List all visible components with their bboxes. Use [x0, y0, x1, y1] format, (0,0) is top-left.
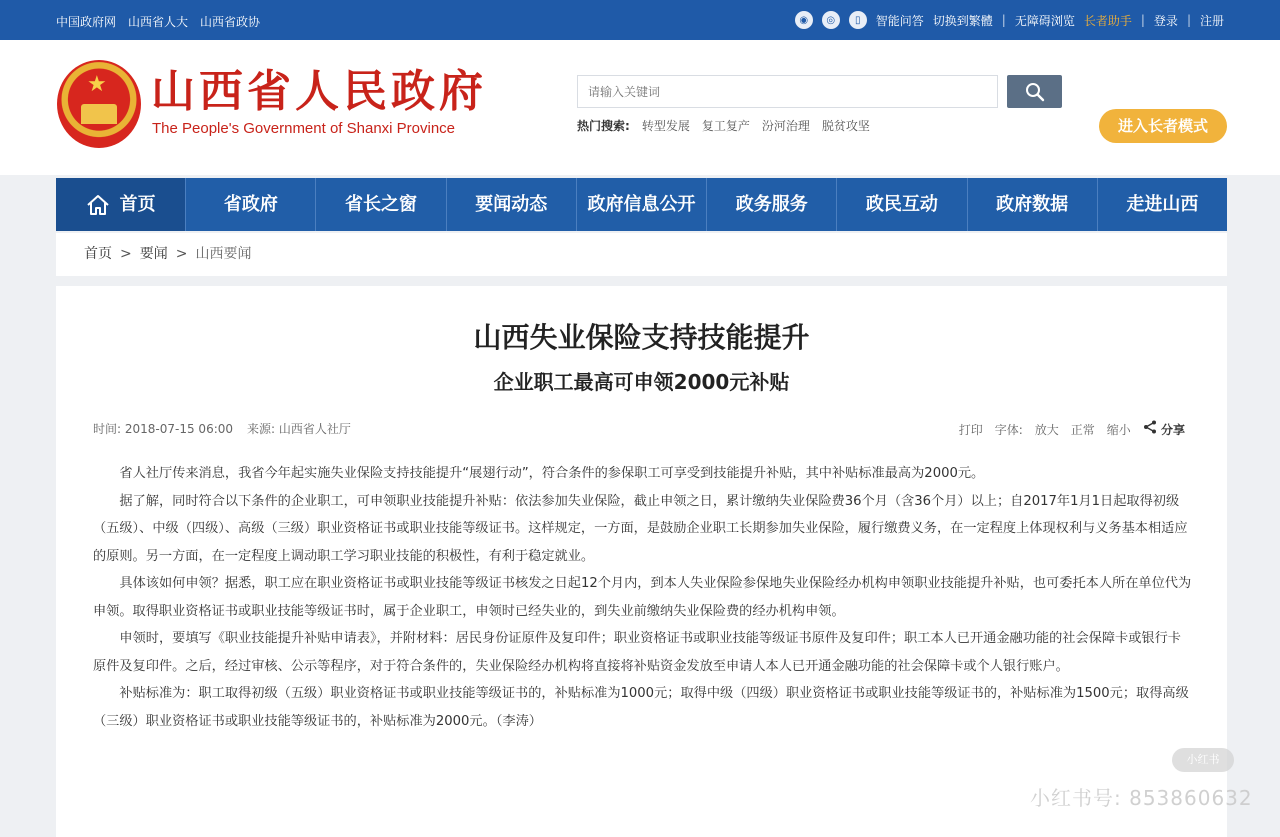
site-title[interactable]: 山西省人民政府	[151, 66, 487, 117]
source-info	[247, 420, 351, 437]
article-meta	[93, 420, 351, 437]
watermark-text: 小红书号: 853860632	[1030, 786, 1253, 810]
search-button[interactable]	[1007, 75, 1062, 108]
link-sx-npc[interactable]: 山西省人大	[128, 15, 189, 29]
time-info	[93, 420, 233, 437]
nav-home[interactable]	[56, 178, 186, 231]
divider: |	[1140, 13, 1145, 27]
national-emblem-logo	[57, 60, 141, 148]
login-link[interactable]: 登录	[1153, 13, 1178, 28]
share-label: 分享	[1160, 423, 1185, 437]
share-button[interactable]	[1143, 420, 1185, 438]
article-title: 山西失业保险支持技能提升	[473, 321, 810, 354]
article-paragraph: 具体该如何申领？据悉，职工应在职业资格证书或职业技能等级证书核发之日起12个月内，到本人失业保险参保地失业保险经办机构申领职业技能提升补贴，也可委托本人所在单位代为申领。取得职业资格证书或职业技能等级证书时，属于企业职工，申领时已经失业的，到失业前缴纳失业保险费的经办机构申领。	[93, 576, 1192, 619]
share-icon	[1143, 420, 1157, 434]
site-header	[0, 40, 1280, 175]
wechat-icon[interactable]: ◎	[822, 11, 840, 29]
switch-traditional-link[interactable]: 切换到繁體	[932, 13, 993, 28]
top-tools	[795, 11, 1224, 29]
article-paragraph: 据了解，同时符合以下条件的企业职工，可申领职业技能提升补贴：依法参加失业保险，截止申领之日，累计缴纳失业保险费36个月（含36个月）以上；自2017年1月1日起取得初级（五级）、中级（四级）、高级（三级）职业资格证书或职业技能等级证书。这样规定，一方面，是鼓励企业职工长期参加失业保险，履行缴费义务，在一定程度上体现权利与义务基本相适应的原则。另一方面，在一定程度上调动职工学习职业技能的积极性，有利于稳定就业。	[93, 493, 1188, 564]
article-body	[93, 460, 1193, 735]
nav-info-disclosure[interactable]: 政府信息公开	[577, 178, 707, 231]
article-paragraph: 申领时，要填写《职业技能提升补贴申请表》，并附材料：居民身份证原件及复印件；职业资格证书或职业技能等级证书原件及复印件；职工本人已开通金融功能的社会保障卡或银行卡原件及复印件。之后，经过审核、公示等程序，对于符合条件的，失业保险经办机构将直接将补贴资金发放至申请人本人已开通金融功能的社会保障卡或个人银行账户。	[93, 631, 1181, 674]
nav-home-label: 首页	[119, 194, 156, 215]
font-large-button[interactable]: 放大	[1034, 422, 1059, 437]
article-paragraph: 省人社厅传来消息，我省今年起实施失业保险支持技能提升“展翅行动”，符合条件的参保职工可享受到技能提升补贴，其中补贴标准最高为2000元。	[119, 466, 985, 481]
home-icon	[86, 194, 110, 216]
elder-helper-link[interactable]: 长者助手	[1083, 13, 1132, 28]
font-size-label: 字体:	[994, 422, 1023, 437]
nav-interaction[interactable]: 政民互动	[837, 178, 967, 231]
print-button[interactable]: 打印	[958, 422, 983, 437]
mobile-icon[interactable]: ▯	[849, 11, 867, 29]
hot-search	[577, 117, 870, 134]
accessible-link[interactable]: 无障碍浏览	[1014, 13, 1075, 28]
nav-provincial-gov[interactable]: 省政府	[186, 178, 316, 231]
search-input[interactable]	[577, 75, 998, 108]
hot-term[interactable]: 复工复产	[701, 119, 750, 133]
breadcrumb-sep: >	[175, 246, 188, 262]
publish-time: 2018-07-15 06:00	[124, 422, 234, 436]
font-normal-button[interactable]: 正常	[1070, 422, 1095, 437]
nav-governor-window[interactable]: 省长之窗	[316, 178, 446, 231]
breadcrumb-sep: >	[120, 246, 132, 262]
main-nav	[56, 178, 1227, 231]
star-icon: ★	[87, 72, 107, 97]
breadcrumb-news[interactable]: 要闻	[139, 246, 168, 262]
divider: |	[1001, 13, 1006, 27]
article-paragraph: 补贴标准为：职工取得初级（五级）职业资格证书或职业技能等级证书的，补贴标准为1000元；取得中级（四级）职业资格证书或职业技能等级证书的，补贴标准为1500元；取得高级（三级）职业资格证书或职业技能等级证书的，补贴标准为2000元。（李涛）	[93, 686, 1189, 729]
weibo-icon[interactable]: ◉	[795, 11, 813, 29]
article	[56, 286, 1227, 837]
breadcrumb-home[interactable]: 首页	[84, 246, 112, 262]
article-tools	[959, 420, 1185, 438]
watermark-badge: 小红书	[1172, 748, 1234, 772]
nav-gov-data[interactable]: 政府数据	[968, 178, 1098, 231]
link-gov-cn[interactable]: 中国政府网	[56, 15, 117, 29]
tiananmen-icon	[81, 104, 117, 124]
hot-term[interactable]: 转型发展	[641, 119, 690, 133]
elder-mode-button[interactable]: 进入长者模式	[1099, 109, 1227, 143]
divider: |	[1186, 13, 1191, 27]
nav-gov-services[interactable]: 政务服务	[707, 178, 837, 231]
breadcrumb-current[interactable]: 山西要闻	[195, 246, 252, 262]
register-link[interactable]: 注册	[1199, 13, 1224, 28]
smart-qa-link[interactable]: 智能问答	[875, 13, 924, 28]
source-label: 来源:	[247, 422, 276, 436]
link-sx-cppcc[interactable]: 山西省政协	[200, 15, 261, 29]
top-links	[56, 13, 260, 30]
top-bar	[0, 0, 1280, 40]
hot-term[interactable]: 汾河治理	[761, 119, 810, 133]
hot-term[interactable]: 脱贫攻坚	[821, 119, 870, 133]
breadcrumb	[56, 233, 1227, 276]
site-subtitle: The People's Government of Shanxi Province	[152, 120, 456, 137]
article-subtitle: 企业职工最高可申领2000元补贴	[493, 370, 790, 394]
nav-news[interactable]: 要闻动态	[447, 178, 577, 231]
search-icon	[1025, 82, 1045, 102]
source-name: 山西省人社厅	[278, 422, 351, 436]
font-small-button[interactable]: 缩小	[1106, 422, 1131, 437]
time-label: 时间:	[93, 422, 122, 436]
hot-search-label: 热门搜索:	[577, 119, 630, 133]
nav-about-shanxi[interactable]: 走进山西	[1126, 194, 1199, 215]
